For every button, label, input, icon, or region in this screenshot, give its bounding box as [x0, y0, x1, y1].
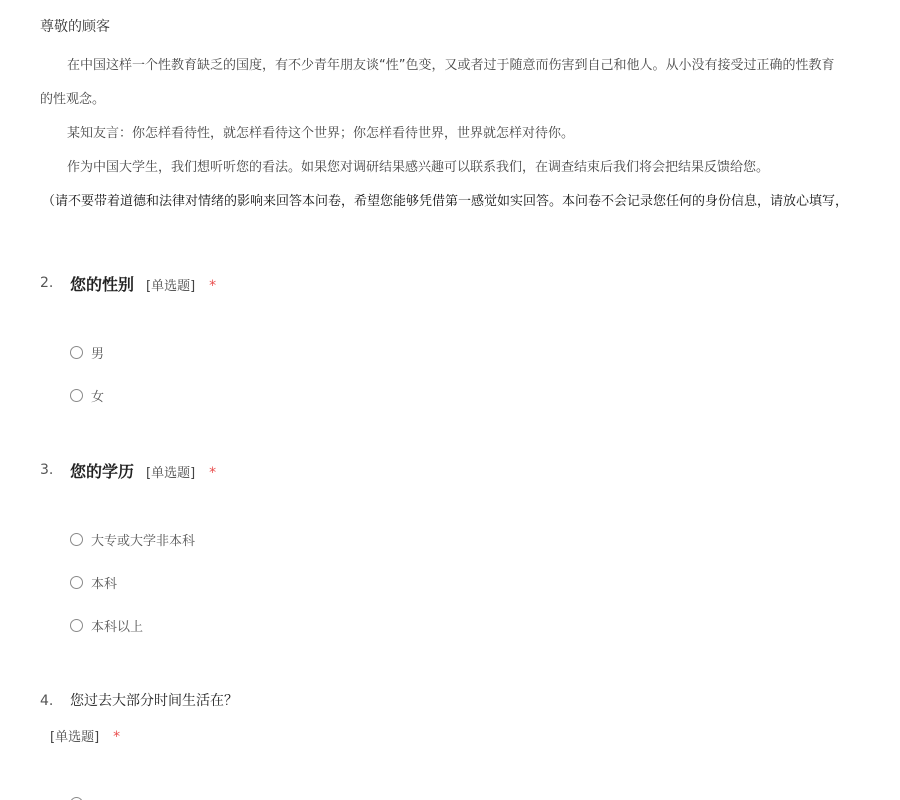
intro-paragraph-1: 在中国这样一个性教育缺乏的国度，有不少青年朋友谈“性”色变，又或者过于随意而伤害到自己和他人。从小没有接受过正确的性教育: [67, 58, 835, 73]
radio-button[interactable]: [70, 576, 83, 589]
question-number: 3.: [40, 462, 54, 478]
radio-button[interactable]: [70, 346, 83, 359]
option-label: 大专或大学非本科: [91, 534, 196, 549]
radio-button[interactable]: [70, 619, 83, 632]
required-marker: *: [209, 465, 217, 481]
option-male[interactable]: [70, 342, 104, 362]
option-label: 本科以上: [91, 620, 144, 635]
intro-notice: （请不要带着道德和法律对情绪的影响来回答本问卷，希望您能够凭借第一感觉如实回答。本问卷不会记录您任何的身份信息，请放心填写，: [42, 194, 849, 209]
option-college[interactable]: [70, 529, 195, 549]
option-above-bachelor[interactable]: [70, 615, 143, 635]
question-title-text: 您过去大部分时间生活在？: [70, 693, 238, 709]
option-label: 女: [91, 390, 105, 405]
question-title: [70, 459, 216, 482]
required-marker: *: [209, 278, 217, 294]
option-label: 本科: [91, 577, 118, 592]
question-title-text: 您的性别: [70, 275, 135, 294]
option-partial[interactable]: [70, 793, 83, 800]
question-title-text: 您的学历: [70, 462, 135, 481]
question-type: [单选题]: [146, 466, 196, 481]
greeting: 尊敬的顾客: [40, 19, 110, 35]
question-type-line: [50, 726, 120, 745]
required-marker: *: [113, 729, 121, 745]
option-label: 男: [91, 347, 105, 362]
radio-button[interactable]: [70, 533, 83, 546]
question-number: 4.: [40, 693, 54, 709]
intro-paragraph-3: 作为中国大学生，我们想听听您的看法。如果您对调研结果感兴趣可以联系我们，在调查结束后我们将会把结果反馈给您。: [67, 160, 770, 175]
option-female[interactable]: [70, 385, 104, 405]
question-number: 2.: [40, 275, 54, 291]
intro-paragraph-1-continued: 的性观念。: [40, 92, 106, 107]
radio-button[interactable]: [70, 389, 83, 402]
question-type: [单选题]: [50, 730, 100, 745]
intro-paragraph-2: 某知友言：你怎样看待性，就怎样看待这个世界；你怎样看待世界，世界就怎样对待你。: [67, 126, 575, 141]
question-type: [单选题]: [146, 279, 196, 294]
question-title: [70, 272, 216, 295]
option-bachelor[interactable]: [70, 572, 117, 592]
